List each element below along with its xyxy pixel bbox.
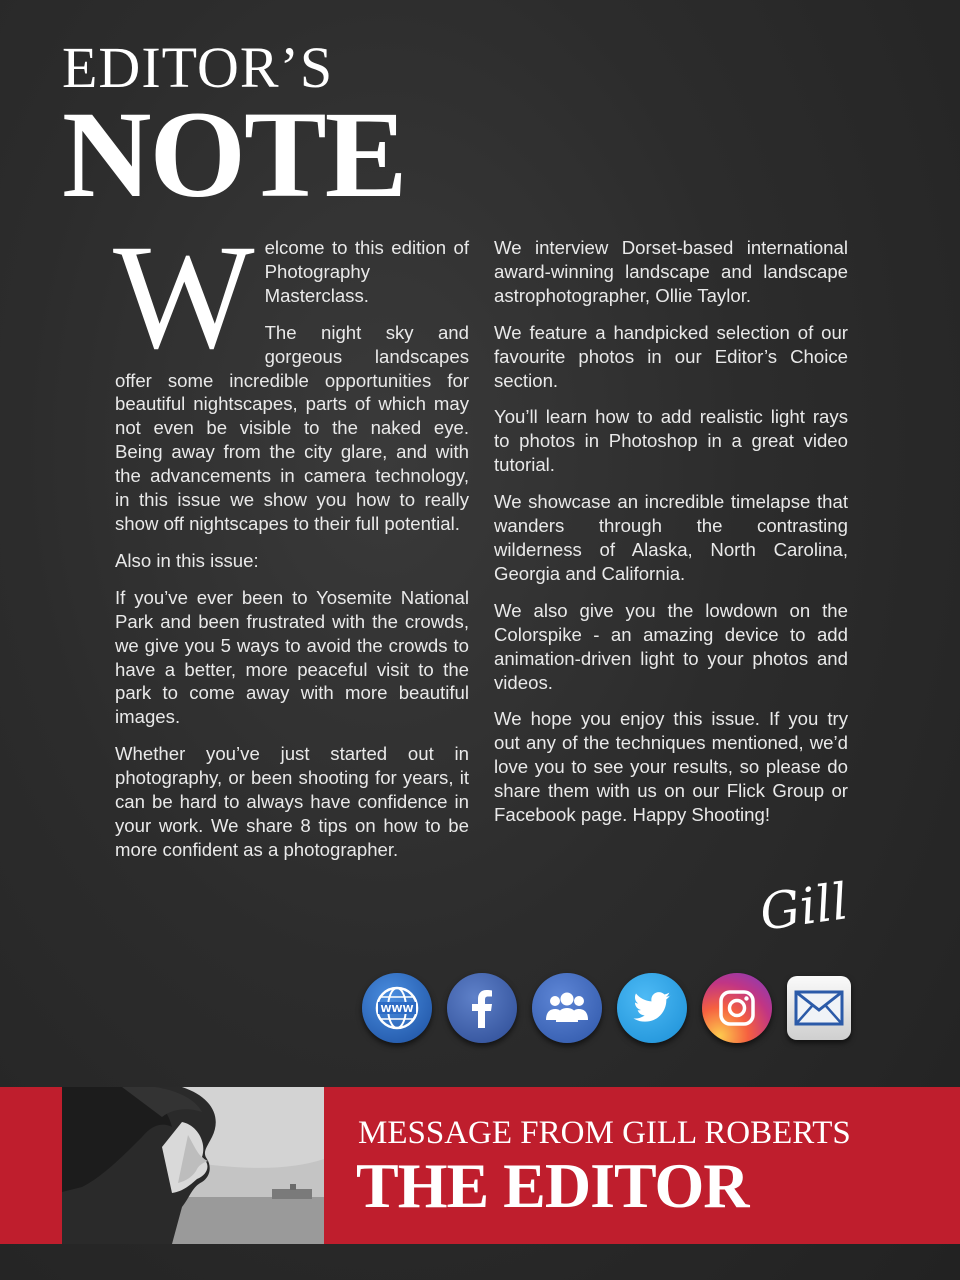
right-paragraph-4: We showcase an incredible timelapse that wanders through the contrasting wilderness of Alaska, North Carolina, Georgia and California.: [494, 491, 848, 584]
signature: Gill: [756, 872, 852, 942]
left-paragraph-1-text: elcome to this edition of Photography Masterclass.: [264, 237, 469, 306]
editor-banner: [0, 1087, 960, 1244]
left-paragraph-2: The night sky and gorgeous landscapes offer some incredible opportunities for beautiful nightscapes, parts of which may not even be visible to the naked eye. Being away from the city glare, and with the advancements in camera technology, in this issue we show you how to really show off nightscapes to their full potential.: [115, 321, 469, 534]
left-paragraph-1: [113, 214, 469, 380]
twitter-icon[interactable]: [617, 973, 687, 1043]
right-paragraph-3: You’ll learn how to add realistic light rays to photos in Photoshop in a great video tutorial.: [494, 406, 848, 476]
left-paragraph-4: If you’ve ever been to Yosemite National Park and been frustrated with the crowds, we give you 5 ways to avoid the crowds to have a better, more peaceful visit to the park to come away with more beautiful images.: [115, 586, 469, 728]
header-note: NOTE: [62, 86, 406, 223]
editor-photo: [62, 1087, 324, 1244]
facebook-icon[interactable]: [447, 973, 517, 1043]
right-paragraph-5: We also give you the lowdown on the Colorspike - an amazing device to add animation-driven light to your photos and videos.: [494, 599, 848, 693]
www-label: WWW: [380, 1004, 414, 1015]
right-paragraph-2: We feature a handpicked selection of our favourite photos in our Editor’s Choice section.: [494, 321, 848, 391]
left-column: [113, 214, 469, 875]
mail-icon[interactable]: [787, 976, 851, 1040]
right-paragraph-6: We hope you enjoy this issue. If you try out any of the techniques mentioned, we’d love you to see your results, so please do share them with us on our Flick Group or Facebook page. Happy Shooting!: [494, 708, 848, 826]
left-paragraph-5: Whether you’ve just started out in photography, or been shooting for years, it can be hard to always have confidence in your work. We share 8 tips on how to be more confident as a photographer.: [115, 743, 469, 860]
left-paragraph-3: Also in this issue:: [115, 549, 259, 571]
banner-subtitle: MESSAGE FROM GILL ROBERTS: [358, 1115, 851, 1151]
header-editors: EDITOR’S: [62, 35, 334, 100]
globe-icon[interactable]: [362, 973, 432, 1043]
right-paragraph-1: We interview Dorset-based international award-winning landscape and landscape astrophotographer, Ollie Taylor.: [494, 237, 848, 306]
drop-cap: W: [113, 214, 255, 380]
group-icon[interactable]: [532, 973, 602, 1043]
right-column: [494, 236, 848, 840]
banner-title: THE EDITOR: [356, 1150, 749, 1221]
page-header: [62, 35, 406, 223]
social-links: [362, 973, 851, 1043]
instagram-icon[interactable]: [702, 973, 772, 1043]
